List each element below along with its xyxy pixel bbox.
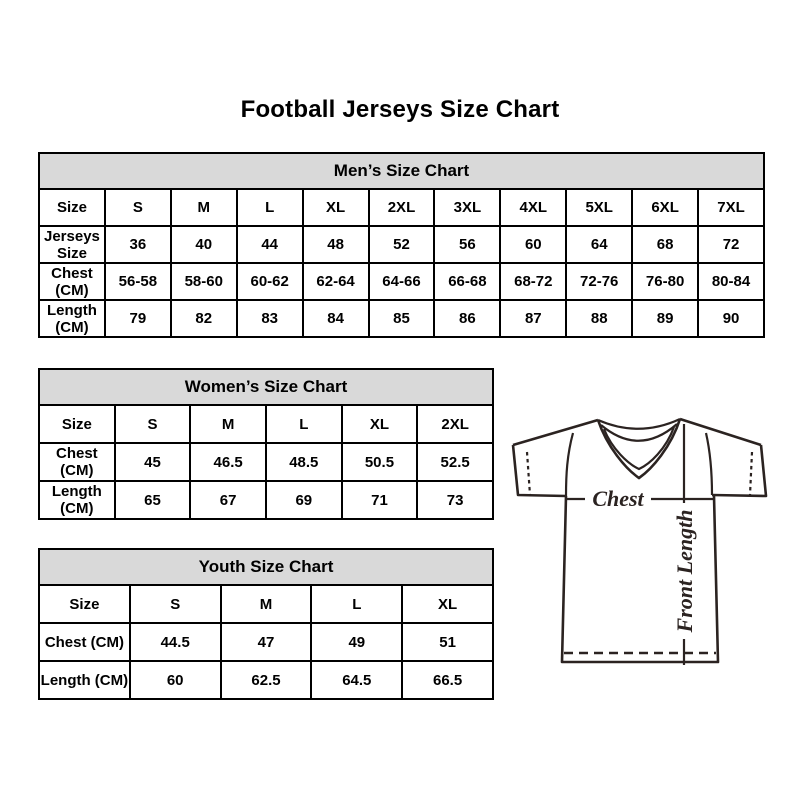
cell: 83 <box>237 300 303 337</box>
cell: 60 <box>130 661 221 699</box>
table-row <box>39 263 764 300</box>
table-row <box>39 481 493 519</box>
cell: 68 <box>632 226 698 263</box>
table-row <box>39 585 493 623</box>
cell: 52 <box>369 226 435 263</box>
jersey-measurement-diagram <box>500 405 780 675</box>
cell: 71 <box>342 481 418 519</box>
row-label: Size <box>39 189 105 226</box>
jersey-right-sleeve-outline <box>712 445 766 496</box>
row-label: Size <box>39 405 115 443</box>
jersey-right-cuff-stitch-line <box>750 452 752 495</box>
cell: 79 <box>105 300 171 337</box>
cell: 82 <box>171 300 237 337</box>
jersey-collar-band-arc <box>601 424 677 441</box>
cell: XL <box>402 585 493 623</box>
cell: 64-66 <box>369 263 435 300</box>
cell: 89 <box>632 300 698 337</box>
jersey-left-sleeve-seam <box>566 433 573 496</box>
cell: 4XL <box>500 189 566 226</box>
cell: 65 <box>115 481 191 519</box>
cell: 67 <box>190 481 266 519</box>
row-label: Size <box>39 585 130 623</box>
row-label: Length (CM) <box>39 300 105 337</box>
cell: 47 <box>221 623 312 661</box>
cell: 72 <box>698 226 764 263</box>
cell: 56 <box>434 226 500 263</box>
cell: 2XL <box>369 189 435 226</box>
jersey-left-sleeve-outline <box>513 445 566 496</box>
jersey-collar-back-arc <box>598 419 680 429</box>
cell: 64.5 <box>311 661 402 699</box>
cell: 64 <box>566 226 632 263</box>
cell: 56-58 <box>105 263 171 300</box>
jersey-left-shoulder-line <box>513 420 598 445</box>
youth-size-table <box>38 548 494 700</box>
cell: XL <box>303 189 369 226</box>
cell: 90 <box>698 300 764 337</box>
row-label: Length (CM) <box>39 661 130 699</box>
youth-table-title: Youth Size Chart <box>39 549 493 585</box>
men-table-header-row <box>39 153 764 189</box>
cell: 40 <box>171 226 237 263</box>
youth-table-header-row <box>39 549 493 585</box>
cell: 76-80 <box>632 263 698 300</box>
table-row <box>39 661 493 699</box>
chest-measure-label: Chest <box>592 486 644 511</box>
cell: L <box>311 585 402 623</box>
cell: 72-76 <box>566 263 632 300</box>
cell: S <box>105 189 171 226</box>
cell: 45 <box>115 443 191 481</box>
table-row <box>39 405 493 443</box>
cell: L <box>237 189 303 226</box>
cell: 69 <box>266 481 342 519</box>
cell: 60-62 <box>237 263 303 300</box>
cell: 52.5 <box>417 443 493 481</box>
cell: 73 <box>417 481 493 519</box>
cell: 60 <box>500 226 566 263</box>
mens-size-table <box>38 152 765 338</box>
front-length-measure-label: Front Length <box>672 509 697 633</box>
cell: M <box>221 585 312 623</box>
cell: M <box>171 189 237 226</box>
cell: 68-72 <box>500 263 566 300</box>
womens-size-table <box>38 368 494 520</box>
cell: 85 <box>369 300 435 337</box>
cell: 66-68 <box>434 263 500 300</box>
row-label: Chest (CM) <box>39 623 130 661</box>
cell: 62.5 <box>221 661 312 699</box>
cell: 7XL <box>698 189 764 226</box>
cell: 58-60 <box>171 263 237 300</box>
row-label: Chest (CM) <box>39 443 115 481</box>
women-table-header-row <box>39 369 493 405</box>
table-row <box>39 189 764 226</box>
women-table-title: Women’s Size Chart <box>39 369 493 405</box>
jersey-left-cuff-stitch-line <box>527 452 530 495</box>
cell: 48 <box>303 226 369 263</box>
table-row <box>39 300 764 337</box>
cell: 49 <box>311 623 402 661</box>
cell: 36 <box>105 226 171 263</box>
cell: 48.5 <box>266 443 342 481</box>
cell: 2XL <box>417 405 493 443</box>
cell: 44.5 <box>130 623 221 661</box>
cell: S <box>115 405 191 443</box>
cell: 44 <box>237 226 303 263</box>
cell: 62-64 <box>303 263 369 300</box>
jersey-right-shoulder-line <box>680 419 761 445</box>
table-row <box>39 443 493 481</box>
cell: M <box>190 405 266 443</box>
row-label: Chest (CM) <box>39 263 105 300</box>
row-label: Jerseys Size <box>39 226 105 263</box>
cell: 51 <box>402 623 493 661</box>
cell: 80-84 <box>698 263 764 300</box>
table-row <box>39 623 493 661</box>
page-title: Football Jerseys Size Chart <box>240 96 560 123</box>
cell: 87 <box>500 300 566 337</box>
cell: 3XL <box>434 189 500 226</box>
cell: 86 <box>434 300 500 337</box>
cell: 46.5 <box>190 443 266 481</box>
men-table-title: Men’s Size Chart <box>39 153 764 189</box>
cell: S <box>130 585 221 623</box>
cell: L <box>266 405 342 443</box>
table-row <box>39 226 764 263</box>
cell: 84 <box>303 300 369 337</box>
cell: XL <box>342 405 418 443</box>
cell: 5XL <box>566 189 632 226</box>
jersey-right-sleeve-seam <box>706 433 712 495</box>
row-label: Length (CM) <box>39 481 115 519</box>
cell: 66.5 <box>402 661 493 699</box>
cell: 50.5 <box>342 443 418 481</box>
cell: 6XL <box>632 189 698 226</box>
cell: 88 <box>566 300 632 337</box>
